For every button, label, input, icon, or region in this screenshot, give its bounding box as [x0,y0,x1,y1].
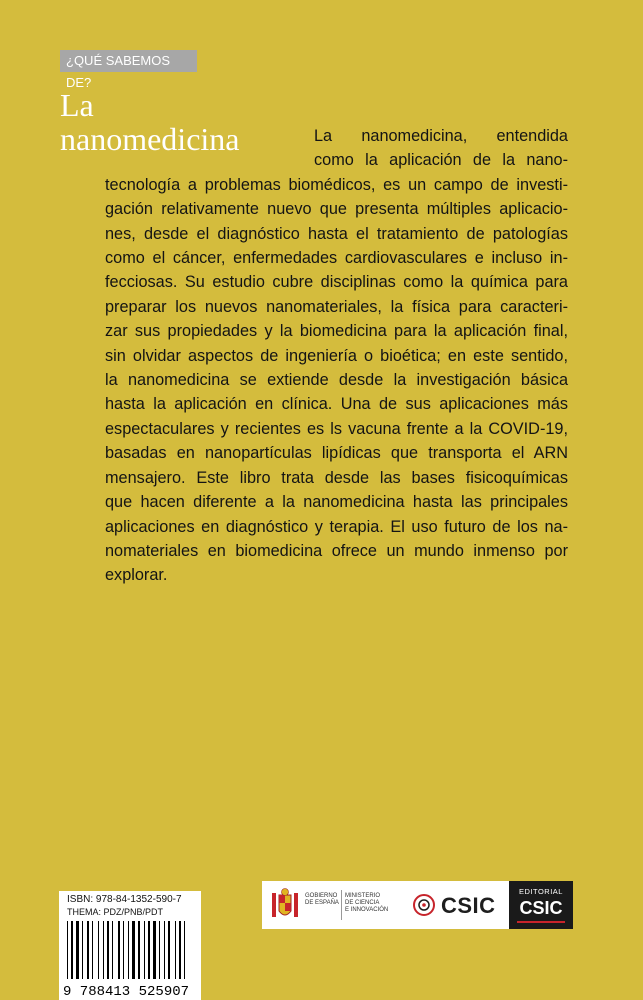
title-line-1: La [60,87,94,123]
description-line: nomateriales en biomedicina ofrece un mundo inmenso por [105,541,568,560]
description-line: hasta la aplicación en clínica. Una de sus aplicaciones más [105,395,568,414]
book-description [105,124,568,588]
description-line: como la aplicación de la nano- [314,151,568,170]
isbn-barcode-box [59,891,201,1000]
publisher-logos [262,881,573,929]
csic-wordmark: CSIC [441,893,496,918]
description-line: zar sus propiedades y la biomedicina para la aplicación final, [105,322,568,341]
barcode-bar [153,921,156,979]
barcode-bar [184,921,185,979]
editorial-csic-logo [509,881,573,929]
barcode-bar [71,921,73,979]
barcode-bar [107,921,109,979]
barcode-bar [168,921,170,979]
ministerio-text: MINISTERIO DE CIENCIA E INNOVACIÓN [345,893,389,913]
barcode-bar [164,921,165,979]
thema-text: THEMA: PDZ/PNB/PDT [67,907,164,917]
description-line: mensajero. Este libro trata desde las bases fisicoquímicas [105,468,568,487]
barcode-bar [87,921,89,979]
isbn-text: ISBN: 978-84-1352-590-7 [67,894,182,905]
barcode-bar [112,921,113,979]
barcode-bar [98,921,99,979]
barcode [59,919,201,1000]
barcode-bar [118,921,120,979]
logo-divider [341,890,342,920]
description-line: basadas en nanopartículas lipídicas que transporta el ARN [105,444,568,463]
barcode-bar [103,921,104,979]
csic-emblem-icon [412,893,438,917]
csic-logo [412,887,502,923]
barcode-bar [132,921,135,979]
editorial-accent-bar [517,921,565,923]
barcode-bar [159,921,160,979]
description-line: sin olvidar aspectos de ingeniería o bioética; en este sentido, [105,346,568,365]
barcode-digits: 9 788413 525907 [63,984,190,1000]
title-line-2: nanomedicina [60,121,240,157]
barcode-bar [175,921,176,979]
editorial-csic-label: CSIC [519,898,563,918]
description-line: espectaculares y recientes es ls vacuna frente a la COVID-19, [105,419,568,438]
description-line: La nanomedicina, entendida [314,127,568,145]
barcode-bar [76,921,79,979]
barcode-bar [138,921,140,979]
coat-of-arms-icon [270,887,300,923]
description-line: gación relativamente nuevo que presenta múltiples aplicacio- [105,200,568,219]
barcode-bar [82,921,83,979]
barcode-bar [67,921,68,979]
gobierno-text: GOBIERNO DE ESPAÑA [305,893,339,906]
barcode-bar [92,921,93,979]
barcode-bar [128,921,129,979]
description-line: tecnología a problemas biomédicos, es un campo de investi- [105,175,568,194]
series-label: ¿QUÉ SABEMOS DE? [60,50,197,72]
description-line: preparar los nuevos nanomateriales, la física para caracteri- [105,297,568,316]
editorial-label: EDITORIAL [519,887,563,896]
description-line: como el cáncer, enfermedades cardiovasculares e incluso in- [105,249,568,268]
barcode-bar [123,921,124,979]
barcode-bar [144,921,145,979]
description-line: que hacen diferente a la nanomedicina hasta las principales [105,493,568,512]
description-line: explorar. [105,566,168,585]
description-line: nes, desde el diagnóstico hasta el tratamiento de patologías [105,224,568,243]
description-line: fecciosas. Su estudio cubre disciplinas como la química para [105,273,568,292]
barcode-bar [179,921,181,979]
barcode-bar [148,921,150,979]
description-line: la nanomedicina se extiende desde la investigación básica [105,371,568,390]
description-line: aplicaciones en diagnóstico y terapia. El uso futuro de los na- [105,517,568,536]
